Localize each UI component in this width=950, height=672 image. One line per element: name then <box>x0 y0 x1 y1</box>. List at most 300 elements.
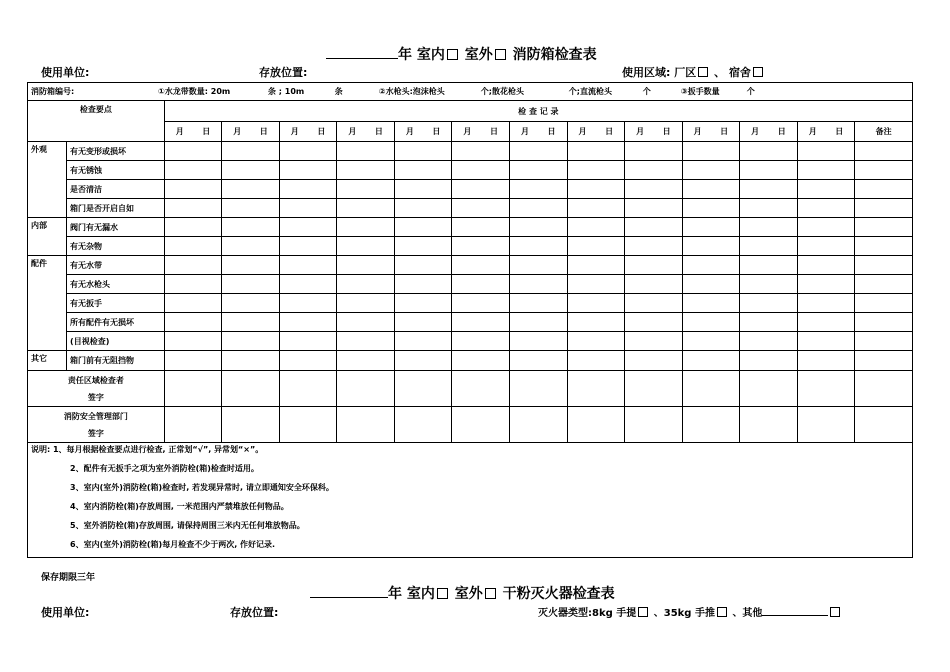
record-cell[interactable] <box>797 275 855 294</box>
record-cell[interactable] <box>740 161 798 180</box>
signature-cell[interactable] <box>164 407 222 443</box>
record-cell[interactable] <box>625 313 683 332</box>
month-label: 月 <box>808 127 817 136</box>
header-row-1 <box>28 101 913 122</box>
record-cell[interactable] <box>394 218 452 237</box>
record-cell[interactable] <box>394 351 452 371</box>
record-cell[interactable] <box>509 351 567 371</box>
record-cell[interactable] <box>740 313 798 332</box>
note-item: 5、室外消防栓(箱)存放周围, 请保持周围三米内无任何堆放物品。 <box>70 521 305 530</box>
type-handheld-checkbox[interactable] <box>638 607 648 617</box>
type-other-checkbox[interactable] <box>830 607 840 617</box>
remark-cell[interactable] <box>855 180 913 199</box>
record-cell[interactable] <box>797 161 855 180</box>
signature-cell[interactable] <box>279 407 337 443</box>
inspection-item: 有无杂物 <box>67 237 165 256</box>
record-cell[interactable] <box>797 332 855 351</box>
retention-note: 保存期限三年 <box>41 573 96 583</box>
record-cell[interactable] <box>625 161 683 180</box>
record-cell[interactable] <box>164 313 222 332</box>
record-cell[interactable] <box>740 237 798 256</box>
record-cell[interactable] <box>279 351 337 371</box>
remark-cell[interactable] <box>855 199 913 218</box>
nozzle-spray-label: 个;散花枪头 <box>480 87 524 96</box>
record-cell[interactable] <box>625 180 683 199</box>
record-cell[interactable] <box>625 351 683 371</box>
equipment-cell <box>28 83 913 101</box>
category-cell: 外观 <box>28 142 67 218</box>
record-cell[interactable] <box>567 332 625 351</box>
record-cell[interactable] <box>222 332 280 351</box>
hose-unit-2: 条 <box>334 87 343 96</box>
record-cell[interactable] <box>567 199 625 218</box>
record-cell[interactable] <box>222 142 280 161</box>
record-cell[interactable] <box>625 237 683 256</box>
signature-cell[interactable] <box>625 371 683 407</box>
month-day-label <box>455 126 506 137</box>
area-label: 使用区域: <box>622 66 671 79</box>
table-row <box>28 237 913 256</box>
day-label: 日 <box>547 127 556 136</box>
remark-cell[interactable] <box>855 256 913 275</box>
record-cell[interactable] <box>797 294 855 313</box>
month-day-label <box>513 126 564 137</box>
record-cell[interactable] <box>222 180 280 199</box>
record-cell[interactable] <box>279 332 337 351</box>
signature-cell[interactable] <box>222 407 280 443</box>
table-row <box>28 256 913 275</box>
record-cell[interactable] <box>509 237 567 256</box>
title-outdoor: 室外 <box>464 47 493 63</box>
area-factory-checkbox[interactable] <box>698 67 708 77</box>
signature-cell[interactable] <box>394 371 452 407</box>
record-cell[interactable] <box>682 237 740 256</box>
remark-cell[interactable] <box>855 294 913 313</box>
record-cell[interactable] <box>740 218 798 237</box>
record-cell[interactable] <box>164 275 222 294</box>
record-cell[interactable] <box>625 199 683 218</box>
inspection-item: 所有配件有无损坏 <box>67 313 165 332</box>
record-cell[interactable] <box>509 142 567 161</box>
date-header-cell <box>337 122 395 142</box>
signature-cell[interactable] <box>509 371 567 407</box>
remark-cell[interactable] <box>855 237 913 256</box>
day-label: 日 <box>259 127 268 136</box>
record-cell[interactable] <box>682 351 740 371</box>
note-item: 3、室内(室外)消防栓(箱)检查时, 若发现异常时, 请立即通知安全环保科。 <box>70 483 334 492</box>
month-day-label <box>340 126 391 137</box>
record-cell[interactable] <box>682 218 740 237</box>
signature-cell[interactable] <box>452 371 510 407</box>
record-cell[interactable] <box>279 237 337 256</box>
signature-row-dept <box>28 407 913 443</box>
record-cell[interactable] <box>164 256 222 275</box>
record-cell[interactable] <box>797 237 855 256</box>
month-label: 月 <box>348 127 357 136</box>
table-row <box>28 332 913 351</box>
signature-cell[interactable] <box>682 407 740 443</box>
type-trolley-checkbox[interactable] <box>717 607 727 617</box>
inspection-item: 箱门前有无阻挡物 <box>67 351 165 371</box>
remark-cell[interactable] <box>855 407 913 443</box>
record-cell[interactable] <box>394 237 452 256</box>
record-cell[interactable] <box>279 218 337 237</box>
record-cell[interactable] <box>279 180 337 199</box>
record-cell[interactable] <box>625 142 683 161</box>
wrench-unit: 个 <box>746 87 755 96</box>
record-cell[interactable] <box>452 180 510 199</box>
record-cell[interactable] <box>452 218 510 237</box>
record-cell[interactable] <box>567 161 625 180</box>
record-cell[interactable] <box>682 294 740 313</box>
day-label: 日 <box>489 127 498 136</box>
record-cell[interactable] <box>164 199 222 218</box>
record-cell[interactable] <box>337 332 395 351</box>
indoor-checkbox[interactable] <box>447 49 458 60</box>
date-header-cell <box>452 122 510 142</box>
record-cell[interactable] <box>279 313 337 332</box>
extinguisher-title-outdoor: 室外 <box>454 586 483 602</box>
record-cell[interactable] <box>164 142 222 161</box>
remark-cell[interactable] <box>855 371 913 407</box>
extinguisher-type-field <box>538 604 842 619</box>
record-cell[interactable] <box>222 275 280 294</box>
record-cell[interactable] <box>509 332 567 351</box>
date-header-cell <box>279 122 337 142</box>
signature-cell[interactable] <box>279 371 337 407</box>
record-cell[interactable] <box>164 237 222 256</box>
record-cell[interactable] <box>740 256 798 275</box>
signature-cell[interactable] <box>222 371 280 407</box>
record-cell[interactable] <box>337 237 395 256</box>
table-row <box>28 294 913 313</box>
inspection-item: 是否清洁 <box>67 180 165 199</box>
type-other-blank[interactable] <box>762 605 828 616</box>
remark-cell[interactable] <box>855 142 913 161</box>
extinguisher-indoor-checkbox[interactable] <box>437 588 448 599</box>
notes-list <box>31 443 909 557</box>
remark-cell[interactable] <box>855 332 913 351</box>
signature-cell[interactable] <box>625 407 683 443</box>
location-label: 存放位置: <box>259 66 308 79</box>
notes-cell <box>28 443 913 558</box>
record-cell[interactable] <box>164 161 222 180</box>
inspection-table <box>27 82 913 558</box>
record-cell[interactable] <box>682 199 740 218</box>
inspection-item: 有无水带 <box>67 256 165 275</box>
form-title <box>326 44 597 64</box>
category-cell: 其它 <box>28 351 67 371</box>
record-cell[interactable] <box>164 332 222 351</box>
record-cell[interactable] <box>279 275 337 294</box>
month-label: 月 <box>520 127 529 136</box>
note-item: 2、配件有无扳手之项为室外消防栓(箱)检查时适用。 <box>70 464 259 473</box>
month-label: 月 <box>636 127 645 136</box>
hose-length-2: 10m <box>284 87 305 96</box>
record-cell[interactable] <box>797 313 855 332</box>
record-cell[interactable] <box>567 142 625 161</box>
month-day-label <box>801 126 852 137</box>
record-cell[interactable] <box>222 237 280 256</box>
record-cell[interactable] <box>337 180 395 199</box>
record-cell[interactable] <box>222 351 280 371</box>
day-label: 日 <box>835 127 844 136</box>
record-cell[interactable] <box>394 256 452 275</box>
record-cell[interactable] <box>452 142 510 161</box>
record-cell[interactable] <box>337 199 395 218</box>
date-header-cell <box>509 122 567 142</box>
record-cell[interactable] <box>222 256 280 275</box>
month-label: 月 <box>578 127 587 136</box>
month-label: 月 <box>233 127 242 136</box>
note-text: 1、每月根据检查要点进行检查, 正常划“√”, 异常划“×”。 <box>50 445 264 454</box>
signature-cell[interactable] <box>682 371 740 407</box>
remark-cell[interactable] <box>855 218 913 237</box>
extinguisher-title-indoor: 室内 <box>406 586 435 602</box>
record-cell[interactable] <box>682 180 740 199</box>
record-cell[interactable] <box>394 199 452 218</box>
record-cell[interactable] <box>279 199 337 218</box>
type-trolley-label: 、35kg 手推 <box>653 608 715 619</box>
area-dorm-checkbox[interactable] <box>753 67 763 77</box>
record-cell[interactable] <box>337 256 395 275</box>
record-cell[interactable] <box>740 351 798 371</box>
record-cell[interactable] <box>625 275 683 294</box>
month-day-label <box>168 126 219 137</box>
signature-cell[interactable] <box>740 407 798 443</box>
extinguisher-year-blank[interactable] <box>310 585 388 598</box>
record-cell[interactable] <box>164 218 222 237</box>
signature-cell[interactable] <box>797 371 855 407</box>
record-cell[interactable] <box>394 142 452 161</box>
signature-cell[interactable] <box>797 407 855 443</box>
inspection-item: 有无水枪头 <box>67 275 165 294</box>
day-label: 日 <box>605 127 614 136</box>
remark-cell[interactable] <box>855 275 913 294</box>
record-cell[interactable] <box>567 237 625 256</box>
record-cell[interactable] <box>567 294 625 313</box>
record-cell[interactable] <box>337 161 395 180</box>
record-cell[interactable] <box>337 218 395 237</box>
record-cell[interactable] <box>682 275 740 294</box>
day-label: 日 <box>720 127 729 136</box>
signature-cell[interactable] <box>337 407 395 443</box>
hose-separator: ; <box>278 87 282 96</box>
record-cell[interactable] <box>452 161 510 180</box>
record-cell[interactable] <box>682 142 740 161</box>
record-cell[interactable] <box>567 275 625 294</box>
record-cell[interactable] <box>337 275 395 294</box>
notes-label: 说明: <box>31 445 51 454</box>
record-cell[interactable] <box>740 275 798 294</box>
record-cell[interactable] <box>797 218 855 237</box>
record-cell[interactable] <box>222 313 280 332</box>
day-label: 日 <box>777 127 786 136</box>
record-cell[interactable] <box>394 161 452 180</box>
record-cell[interactable] <box>567 218 625 237</box>
month-day-label <box>571 126 622 137</box>
area-field <box>622 64 765 80</box>
extinguisher-form-title <box>310 583 615 603</box>
category-cell: 内部 <box>28 218 67 256</box>
signature-cell[interactable] <box>164 371 222 407</box>
type-other-label: 、其他 <box>732 608 763 619</box>
record-cell[interactable] <box>222 199 280 218</box>
year-blank[interactable] <box>326 46 398 59</box>
inspection-item: 有无扳手 <box>67 294 165 313</box>
record-cell[interactable] <box>797 351 855 371</box>
record-cell[interactable] <box>797 199 855 218</box>
record-cell[interactable] <box>740 142 798 161</box>
signature-2-line-2: 签字 <box>87 428 104 438</box>
outdoor-checkbox[interactable] <box>495 49 506 60</box>
nozzle-straight-label: 个;直流枪头 <box>568 87 612 96</box>
record-cell[interactable] <box>509 275 567 294</box>
record-cell[interactable] <box>452 275 510 294</box>
date-header-cell <box>164 122 222 142</box>
record-cell[interactable] <box>740 294 798 313</box>
signature-cell[interactable] <box>740 371 798 407</box>
table-row <box>28 142 913 161</box>
record-cell[interactable] <box>797 142 855 161</box>
table-row <box>28 351 913 371</box>
table-row <box>28 180 913 199</box>
record-cell[interactable] <box>222 161 280 180</box>
table-row <box>28 313 913 332</box>
record-cell[interactable] <box>279 256 337 275</box>
record-cell[interactable] <box>509 199 567 218</box>
signature-row-area <box>28 371 913 407</box>
record-cell[interactable] <box>337 142 395 161</box>
month-day-label <box>686 126 737 137</box>
record-cell[interactable] <box>279 142 337 161</box>
day-label: 日 <box>317 127 326 136</box>
record-cell[interactable] <box>509 294 567 313</box>
record-cell[interactable] <box>740 332 798 351</box>
signature-cell[interactable] <box>567 371 625 407</box>
record-cell[interactable] <box>394 294 452 313</box>
date-header-cell <box>394 122 452 142</box>
record-cell[interactable] <box>452 256 510 275</box>
inspection-item: 有无锈蚀 <box>67 161 165 180</box>
day-label: 日 <box>202 127 211 136</box>
record-cell[interactable] <box>452 294 510 313</box>
note-item <box>31 443 909 462</box>
day-label: 日 <box>374 127 383 136</box>
note-item: 6、室内(室外)消防栓(箱)每月检查不少于两次, 作好记录. <box>70 540 276 549</box>
record-cell[interactable] <box>625 218 683 237</box>
record-cell[interactable] <box>337 351 395 371</box>
signature-cell[interactable] <box>337 371 395 407</box>
record-cell[interactable] <box>452 313 510 332</box>
month-label: 月 <box>751 127 760 136</box>
record-cell[interactable] <box>394 180 452 199</box>
title-indoor: 室内 <box>416 47 445 63</box>
record-cell[interactable] <box>567 313 625 332</box>
record-cell[interactable] <box>509 180 567 199</box>
extinguisher-location-label: 存放位置: <box>230 606 279 619</box>
record-cell[interactable] <box>625 332 683 351</box>
month-label: 月 <box>405 127 414 136</box>
note-item: 4、室内消防栓(箱)存放周围, 一米范围内严禁堆放任何物品。 <box>70 502 289 511</box>
month-day-label <box>628 126 679 137</box>
record-cell[interactable] <box>567 256 625 275</box>
record-cell[interactable] <box>279 161 337 180</box>
record-cell[interactable] <box>164 351 222 371</box>
record-cell[interactable] <box>682 332 740 351</box>
signature-cell[interactable] <box>452 407 510 443</box>
remark-cell[interactable] <box>855 351 913 371</box>
record-cell[interactable] <box>509 161 567 180</box>
record-cell[interactable] <box>222 218 280 237</box>
month-label: 月 <box>175 127 184 136</box>
record-cell[interactable] <box>337 313 395 332</box>
record-cell[interactable] <box>509 313 567 332</box>
record-cell[interactable] <box>625 256 683 275</box>
signature-cell[interactable] <box>509 407 567 443</box>
record-cell[interactable] <box>567 351 625 371</box>
signature-cell[interactable] <box>394 407 452 443</box>
month-label: 月 <box>290 127 299 136</box>
record-cell[interactable] <box>452 332 510 351</box>
month-day-label <box>225 126 276 137</box>
hose-count-label: ①水龙带数量: 20m <box>158 87 231 96</box>
record-cell[interactable] <box>740 180 798 199</box>
remark-header: 备注 <box>855 122 913 142</box>
extinguisher-title-name: 干粉灭火器检查表 <box>502 586 615 602</box>
month-day-label <box>283 126 334 137</box>
record-cell[interactable] <box>509 256 567 275</box>
record-cell[interactable] <box>222 294 280 313</box>
day-label: 日 <box>432 127 441 136</box>
record-cell[interactable] <box>452 237 510 256</box>
extinguisher-unit-label: 使用单位: <box>41 606 90 619</box>
record-cell[interactable] <box>452 199 510 218</box>
extinguisher-outdoor-checkbox[interactable] <box>485 588 496 599</box>
record-cell[interactable] <box>682 313 740 332</box>
record-cell[interactable] <box>164 294 222 313</box>
day-label: 日 <box>662 127 671 136</box>
record-cell[interactable] <box>567 180 625 199</box>
remark-cell[interactable] <box>855 313 913 332</box>
record-cell[interactable] <box>797 256 855 275</box>
month-day-label <box>743 126 794 137</box>
date-header-cell <box>625 122 683 142</box>
signature-cell[interactable] <box>567 407 625 443</box>
record-cell[interactable] <box>164 180 222 199</box>
record-cell[interactable] <box>452 351 510 371</box>
record-cell[interactable] <box>797 180 855 199</box>
record-cell[interactable] <box>279 294 337 313</box>
record-cell[interactable] <box>740 199 798 218</box>
remark-cell[interactable] <box>855 161 913 180</box>
record-cell[interactable] <box>625 294 683 313</box>
record-cell[interactable] <box>394 313 452 332</box>
signature-2-line-1: 消防安全管理部门 <box>63 411 128 421</box>
inspection-item: 箱门是否开启自如 <box>67 199 165 218</box>
inspection-item: (目视检查) <box>67 332 165 351</box>
area-inspector-signature-label <box>28 371 165 407</box>
record-cell[interactable] <box>682 256 740 275</box>
record-cell[interactable] <box>682 161 740 180</box>
unit-label: 使用单位: <box>41 66 90 79</box>
hose-unit-1: 条 <box>268 87 276 96</box>
record-cell[interactable] <box>509 218 567 237</box>
area-factory-label: 厂区 <box>674 66 697 79</box>
record-cell[interactable] <box>394 332 452 351</box>
record-cell[interactable] <box>337 294 395 313</box>
record-cell[interactable] <box>394 275 452 294</box>
